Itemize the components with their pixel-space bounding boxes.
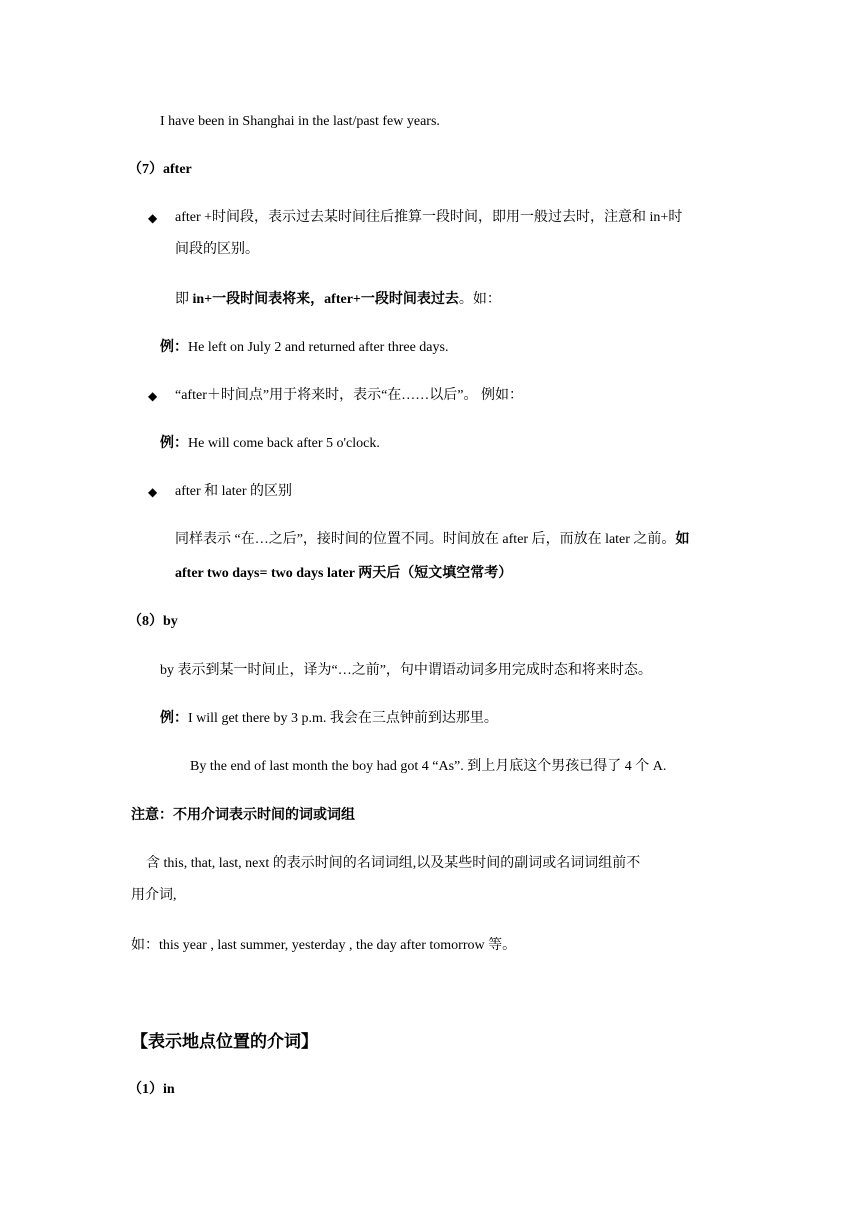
- example-label: 例：: [160, 711, 188, 726]
- by-description: by 表示到某一时间止，译为“…之前”，句中谓语动词多用完成时态和将来时态。: [160, 663, 652, 678]
- example-2: [160, 434, 380, 454]
- after-rule-1-line-2: 间段的区别。: [175, 242, 259, 257]
- note-line-2: 用介词,: [131, 888, 177, 903]
- diff-text: 同样表示 “在…之后”，接时间的位置不同。时间放在 after 后，而放在 later 之前。: [175, 532, 676, 547]
- note-line-3: 如：this year , last summer, yesterday , the day after tomorrow 等。: [131, 938, 517, 953]
- example-sentence: I have been in Shanghai in the last/past few years.: [160, 114, 440, 129]
- subheading-by: （8）by: [128, 614, 178, 629]
- example-text: He will come back after 5 o'clock.: [188, 436, 380, 451]
- after-rule-note: [175, 290, 501, 310]
- after-later-diff-line-2: after two days= two days later 两天后（短文填空常考）: [175, 566, 513, 581]
- example-text: He left on July 2 and returned after three days.: [188, 340, 449, 355]
- diff-bold: 如: [675, 532, 690, 547]
- note-suffix: 。如：: [458, 292, 501, 307]
- example-1: [160, 338, 448, 358]
- example-label: 例：: [160, 340, 188, 355]
- note-title: 注意：不用介词表示时间的词或词组: [131, 808, 355, 823]
- bullet-diamond-icon: ◆: [148, 485, 158, 499]
- bullet-diamond-icon: ◆: [148, 211, 158, 225]
- example-4: By the end of last month the boy had got 4 “As”. 到上月底这个男孩已得了 4 个 A.: [190, 759, 667, 774]
- example-text: I will get there by 3 p.m. 我会在三点钟前到达那里。: [188, 711, 498, 726]
- example-3: [160, 709, 498, 729]
- example-label: 例：: [160, 436, 188, 451]
- subheading-in: （1）in: [128, 1082, 175, 1097]
- after-rule-3: after 和 later 的区别: [175, 484, 293, 499]
- note-prefix: 即: [175, 292, 193, 307]
- after-rule-1-line-1: after +时间段，表示过去某时间往后推算一段时间，即用一般过去时，注意和 in+时: [175, 210, 683, 225]
- note-line-1: 含 this, that, last, next 的表示时间的名词词组,以及某些时间的副词或名词词组前不: [146, 856, 641, 871]
- bullet-diamond-icon: ◆: [148, 389, 158, 403]
- note-bold: in+一段时间表将来，after+一段时间表过去: [192, 292, 459, 307]
- after-rule-2: “after＋时间点”用于将来时，表示“在……以后”。 例如：: [175, 388, 523, 403]
- subheading-after: （7）after: [128, 162, 192, 177]
- after-later-diff-line-1: [175, 530, 689, 550]
- section-title: 【表示地点位置的介词】: [131, 1032, 318, 1051]
